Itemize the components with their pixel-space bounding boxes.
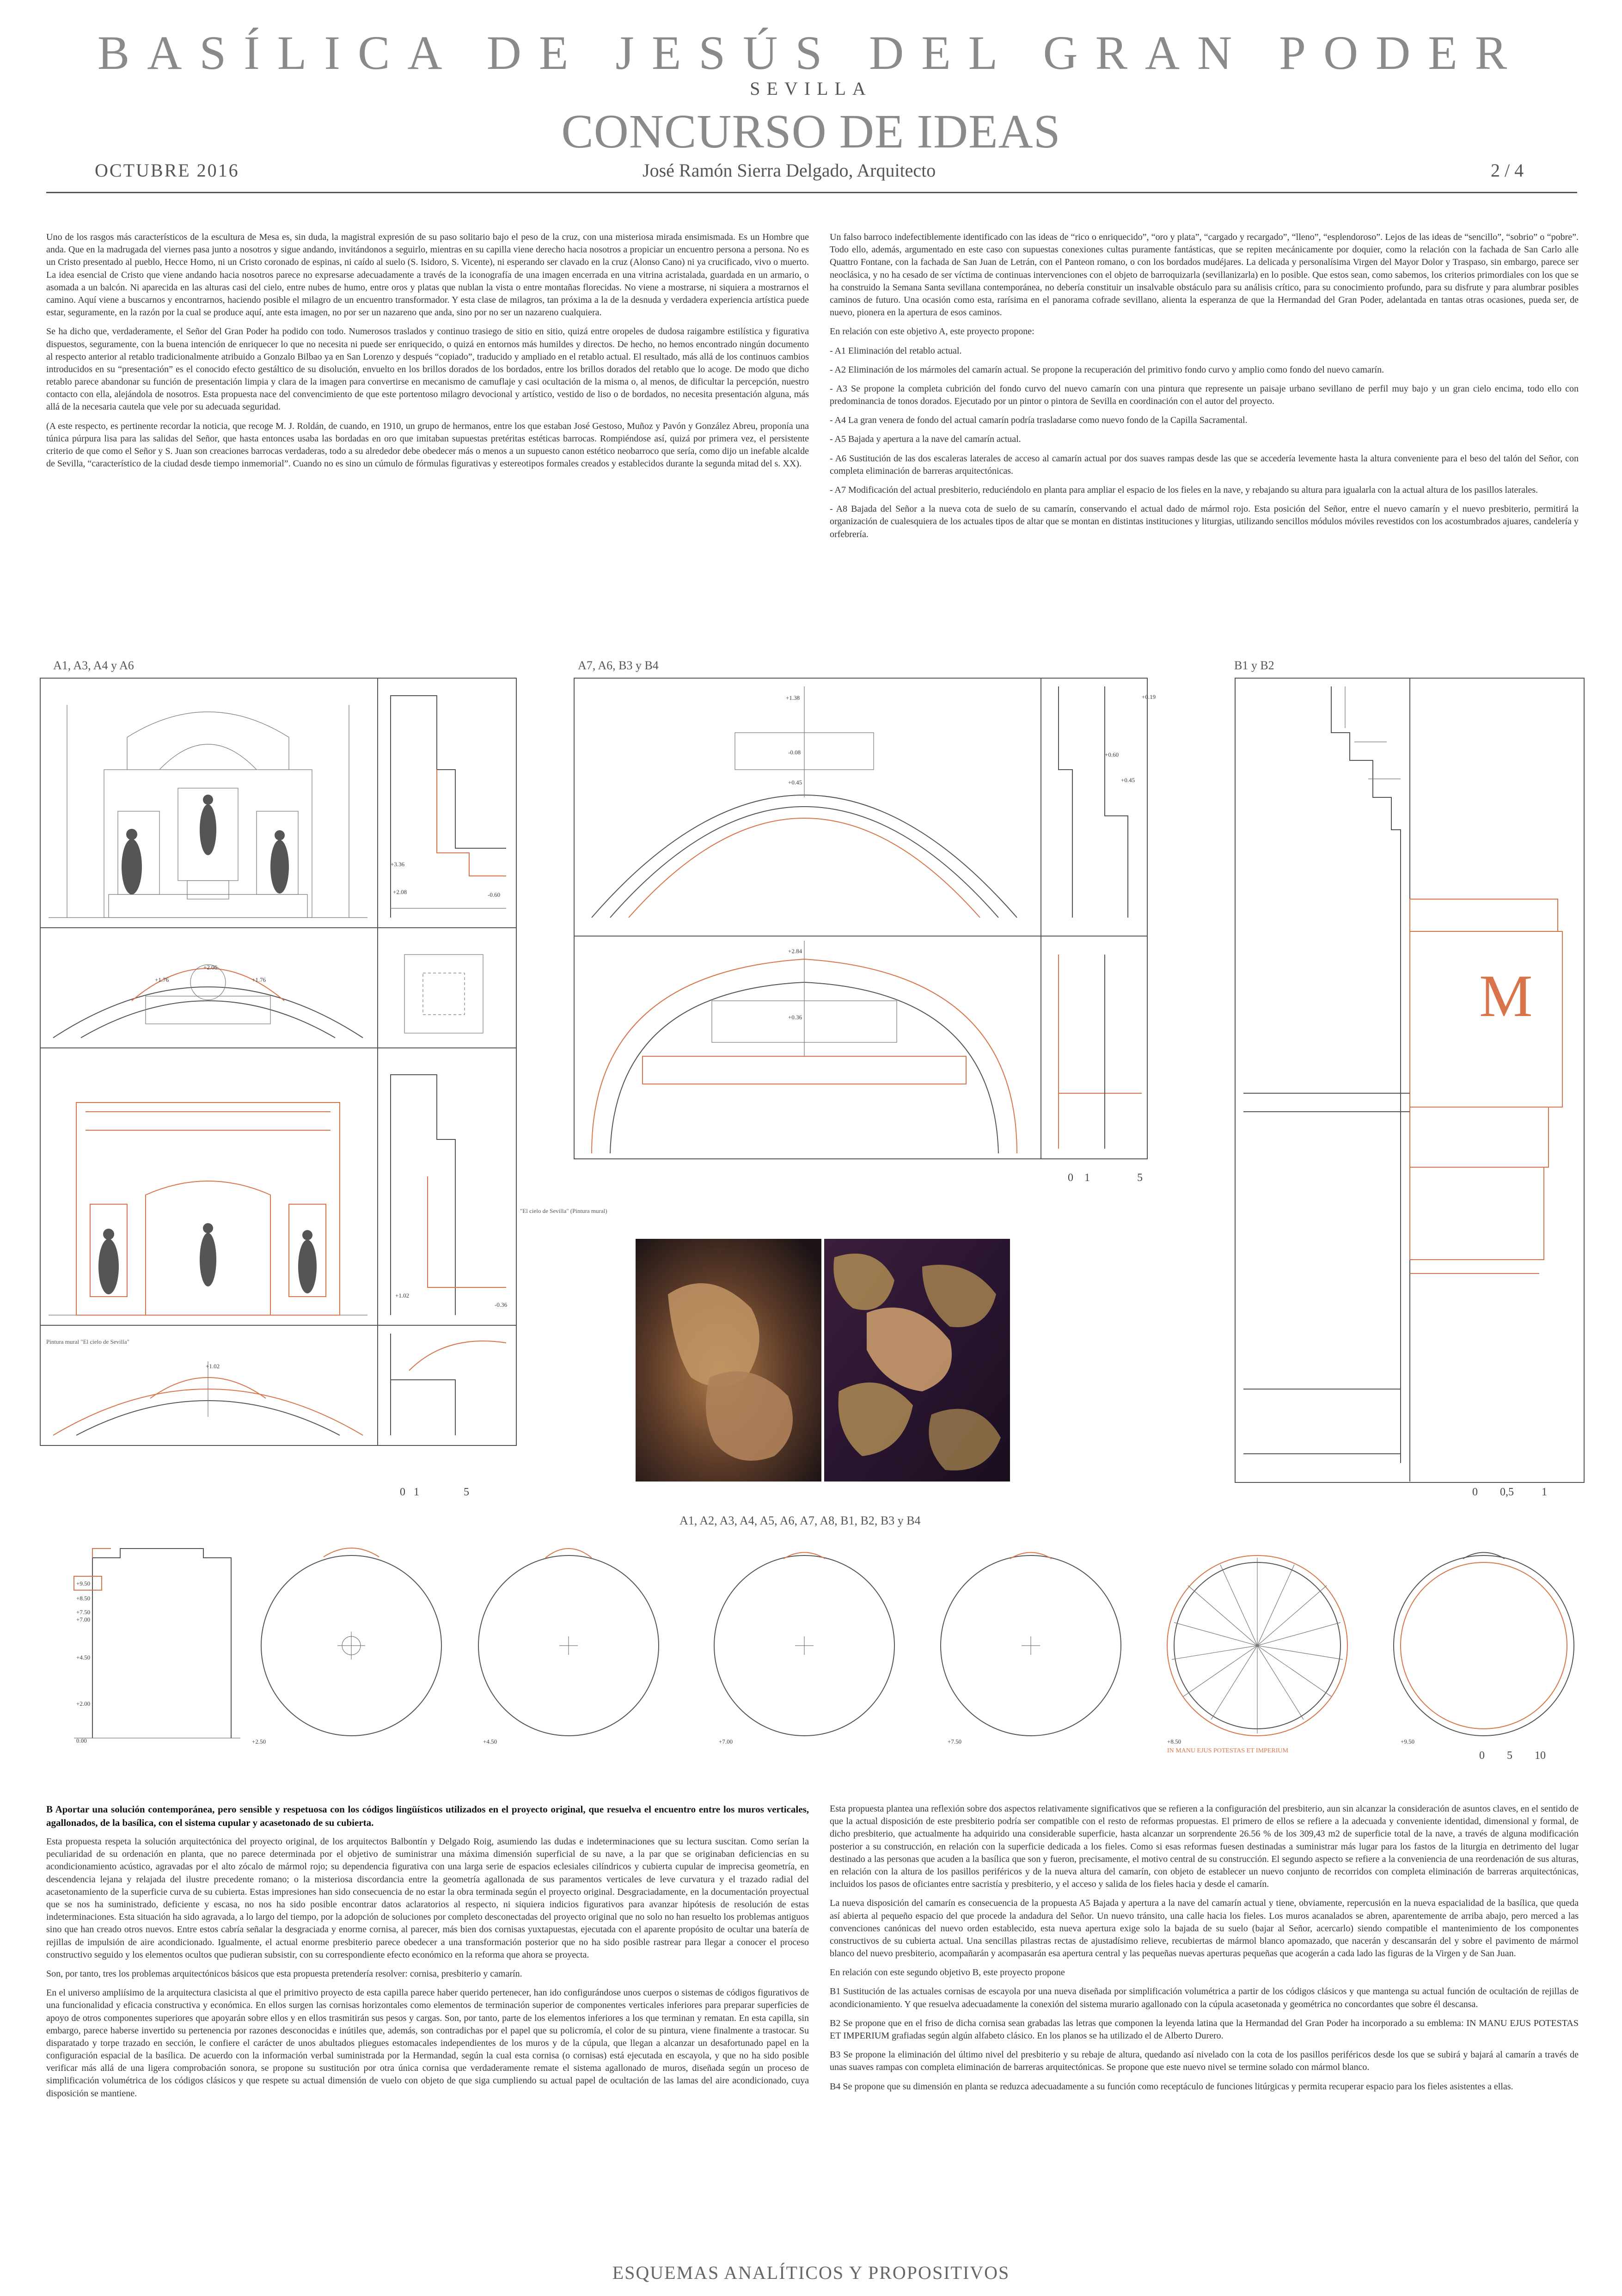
- proposal-item: - A6 Sustitución de las dos escaleras laterales de acceso al camarín actual por dos suaves rampas desde las que se accedería levemente hasta la altura conveniente para el beso del talón del Señor, con completa eliminación de barreras arquitectónicas.: [830, 453, 1579, 476]
- mural-caption: Pintura mural "El cielo de Sevilla": [46, 1338, 129, 1345]
- proposals-b-list: [830, 1985, 1579, 2093]
- plan-proposed-right: [391, 1334, 506, 1435]
- scale-tick: 0,5: [1500, 1486, 1514, 1498]
- proposal-item: B1 Sustitución de las actuales cornisas de escayola por una nueva diseñada por simplificación volumétrica a partir de los códigos clásicos y que mantenga su actual función de ocultación de rejillas de acondicionamiento. Y que resuelva adecuadamente la conexión del sistema murario agallonado con la cúpula acasetonada y geométrica no concordantes que sobre él descansa.: [830, 1986, 1579, 2009]
- header-rule: [46, 192, 1577, 193]
- section-proposed: [391, 1075, 506, 1315]
- proposals-a-list: [830, 345, 1579, 541]
- proposal-item: - A4 La gran venera de fondo del actual camarín podría trasladarse como nuevo fondo de la Capilla Sacramental.: [830, 415, 1248, 426]
- panel-a-label: A1, A3, A4 y A6: [53, 659, 134, 672]
- dim-label: +1.38: [786, 694, 800, 701]
- panel-b-drawings: [573, 677, 1151, 1163]
- dim-label: +2.06: [203, 964, 218, 971]
- proposal-item: - A7 Modificación del actual presbiterio, reduciéndolo en planta para ampliar el espacio de los fieles en la nave, y rebajando su altura para igualarla con la actual altura de los pasillos laterales.: [830, 485, 1538, 495]
- hands-photographs: [636, 1239, 1010, 1482]
- intro-right-paragraph: En relación con este objetivo A, este proyecto propone:: [830, 326, 1034, 337]
- intro-left-paragraph: Uno de los rasgos más característicos de la escultura de Mesa es, sin duda, la magistral expresión de su paso solitario bajo el peso de la cruz, con una misteriosa mirada ensimismada. Es un Hombre que anda. Que en la madrugada del viernes pasa junto a nosotros y sigue andando, invitándonos a seguirlo, mientras en su capilla viene derecho hacia nosotros a propiciar un encuentro persona a persona. No es un Cristo presentado al pueblo, Hecce Homo, ni un Cristo coronado de espinas, ni caído al suelo (S. Isidoro, S. Vicente), ni esperando ser clavado en la cruz (Alonso Cano) ni ya crucificado, vivo o muerto. La idea esencial de Cristo que viene andando hacia nosotros parece no expresarse adecuadamente a través de la iconografía de una imagen encerrada en una vitrina acristalada, guardada en un armario, o asomada a un balcón. Ni aparecida en las alturas casi del cielo, entre nubes de humo, entre oros y platas que nublan la vista o entre montañas florecidas. No viene a mostrarse, ni siquiera a mostrarnos el camino. Aquí viene a buscarnos y encontrarnos, haciendo posible el milagro de un encuentro transformador. Y esta clase de milagros, tan próxima a la de la desnuda y verdadera experiencia artística puede estar, seguramente, en la razón por la cual se produce aquí, ante esta imagen, no por ser un nazareno que anda, sino por no ser un nazareno cualquiera.: [46, 232, 809, 318]
- dim-label: +0.19: [1142, 693, 1156, 700]
- proposal-item: - A5 Bajada y apertura a la nave del camarín actual.: [830, 434, 1021, 445]
- plan-6: [1394, 1553, 1574, 1736]
- section-b-paragraph: La nueva disposición del camarín es consecuencia de la propuesta A5 Bajada y apertura a la nave del camarín actual y tiene, obviamente, repercusión en la nueva espacialidad de la basílica, que queda así abierta al pequeño espacio del que procede la andadura del Señor. Un nuevo tránsito, una calle hacia los fieles. Los muros acanalados se abren, aparentemente de arriba abajo, pero merced a las convenciones canónicas del nuevo orden establecido, esta nueva apertura exige solo la bajada de su suelo (bajar al Señor, acercarlo) siendo compatible el mantenimiento de los componentes constructivos de su cubierta actual. Una sencillas pilastras rectas de ajustadísimo relieve, recubiertas de mármol blanco apomazado, que nacerán y descansarán del y sobre el pavimento de mármol blanco del nuevo presbiterio, acompañarán y acompasarán esa apertura central y las pequeñas nuevas aperturas pequeñas que acogerán a cada lado las figuras de la Virgen y de San Juan.: [830, 1898, 1579, 1959]
- section-b-paragraph: Esta propuesta respeta la solución arquitectónica del proyecto original, de los arquitectos Balbontín y Delgado Roig, asumiendo las dudas e indeterminaciones que su lectura suscitan. Como serían la peculiaridad de su ordenación en planta, que no parece determinada por el objetivo de suministrar una máxima dimensión superficial de su nave, a la par que se originaban deficiencias en su acondicionamiento acústico, agravadas por el alto zócalo de mármol rojo; su dependencia figurativa con una larga serie de espacios eclesiales cilíndricos y cubierta cupular de imprecisa geometría, en descendencia lejana y relajada del ilustre precedente romano; o la misteriosa discordancia entre la geometría agallonada de sus paramentos verticales de leve curvatura y el trazado radial del acasetonamiento de la superficie curva de su cubierta. Estas impresiones han sido consecuencia de no estar la obra terminada según el proyecto original. Desgraciadamente, en la documentación proyectual que se nos ha suministrado, deficiente y escasa, no nos ha sido posible encontrar datos aclaratorios al respecto, ni siquiera indicios figurativos para avanzar hipótesis de resolución de estas indeterminaciones. Esta situación ha sido agravada, a lo largo del tiempo, por la adopción de soluciones por completo desconectadas del proyecto original que no solo no han resuelto los problemas antiguos sino que han creado otros nuevos. Entre estos cabría señalar la desgraciada y enorme cornisa, al parecer, más bien dos cornisas yuxtapuestas, ejecutada con el aparente propósito de ocultar una batería de rejillas de impulsión de aire acondicionado. Igualmente, el actual enorme presbiterio parece obedecer a una transformación posterior que no ha sido posible rastrear para llegar a conocer el proceso constructivo seguido y los elementos ocultos que pudieran subsistir, con su correspondiente efecto económico en la reforma que ahora se proyecta.: [46, 1837, 809, 1960]
- section-b-left-column: [46, 1803, 809, 2106]
- dim-label: -0.08: [788, 749, 801, 756]
- presbiterio-plan-current: [592, 686, 1017, 918]
- dim-label: +1.76: [252, 976, 266, 983]
- plan-tag: +9.50: [1401, 1738, 1415, 1745]
- page-title: BASÍLICA DE JESÚS DEL GRAN PODER: [97, 26, 1525, 80]
- section-b-heading: B Aportar una solución contemporánea, pero sensible y respetuosa con los códigos lingüísticos utilizados en el proyecto original, que resuelva el encuentro entre los muros verticales, agallonados, de la basílica, con el sistema cupular y acasetonado de su cubierta.: [46, 1804, 809, 1828]
- scale-tick: 1: [1084, 1172, 1090, 1184]
- intro-right-paragraph: Un falso barroco indefectiblemente identificado con las ideas de “rico o enriquecido”, “oro y plata”, “cargado y recargado”, “lleno”, “esplendoroso”. Lejos de las ideas de “sencillo”, “sobrio” o “pobre”. Todo ello, además, argumentado en este caso con supuestas conexiones cultas puramente fantásticas, que se repiten mecánicamente por doquier, como la relación con la fachada de San Carlo alle Quattro Fontane, con la fachada de San Juan de Letrán, con el Panteon romano, o con los bordados mudéjares. La delicada y personalísima Virgen del Mayor Dolor y Traspaso, sin embargo, parece ser neoclásica, y no ha cesado de ser víctima de continuas intervenciones con el objeto de barroquizarla (sevillanizarla) en lo posible. Que estos sean, como sabemos, los criterios primordiales con los que se ha construido la Semana Santa sevillana contemporánea, no debería constituir un insalvable obstáculo para su análisis crítico, para su conocimiento profundo, para su disfrute y para alumbrar posibles caminos de futuro. Una ocasión como esta, rarísima en el panorama cofrade sevillano, alienta la esperanza de que la Hermandad del Gran Poder, adelantada en tantas otras ocasiones, pueda ser, de nuevo, pionera en la apertura de esos caminos.: [830, 232, 1579, 318]
- dim-label: +2.08: [393, 888, 407, 895]
- dim-label: -0.60: [488, 891, 501, 898]
- dim-label: +1.76: [155, 976, 169, 983]
- section-b-right-column: [830, 1803, 1579, 2100]
- plan-proposed: [53, 1361, 363, 1435]
- level-label: +2.00: [76, 1700, 91, 1707]
- plan-tag: +7.50: [948, 1738, 962, 1745]
- dim-label: +3.36: [391, 861, 405, 868]
- dim-label: +0.60: [1105, 751, 1119, 758]
- proposal-item: - A1 Eliminación del retablo actual.: [830, 345, 962, 356]
- scale-tick: 0: [1479, 1750, 1485, 1762]
- scale-a: [400, 1486, 469, 1499]
- intro-left-column: [46, 231, 809, 477]
- scale-tick: 1: [1542, 1486, 1547, 1498]
- page-number: 2 / 4: [1491, 160, 1524, 181]
- section-b-paragraph: Son, por tanto, tres los problemas arquitectónicos básicos que esta propuesta pretendería resolver: cornisa, presbiterio y camarín.: [46, 1968, 522, 1979]
- level-label: 0.00: [76, 1737, 87, 1744]
- dim-label: +0.45: [1121, 777, 1135, 784]
- level-label: +7.00: [76, 1616, 91, 1623]
- plans-row: [46, 1530, 1590, 1752]
- scale-tick: 5: [1507, 1750, 1512, 1762]
- scale-b: [1068, 1172, 1143, 1184]
- scale-row: [1479, 1750, 1546, 1762]
- plans-row-label: A1, A2, A3, A4, A5, A6, A7, A8, B1, B2, B3 y B4: [679, 1514, 921, 1527]
- level-label: +8.50: [76, 1595, 91, 1602]
- section-b-paragraph: En el universo ampliísimo de la arquitectura clasicista al que el primitivo proyecto de esta capilla parece haber querido pertenecer, han ido configurándose unos cuerpos o sistemas de códigos figurativos de una funcionalidad y eficacia constructiva y económica. En ellos surgen las cornisas horizontales como elementos de terminación superior de componentes verticales inferiores para preparar superficies de apoyo de otros componentes superiores que apoyarán sobre ellos y en ellos trasmitirán sus pesos y cargas. Son, por tanto, parte de los elementos inferiores a los que terminan y rematan. En esta capilla, sin embargo, parece haberse invertido su pertenencia por razones desconocidas e inútiles que, además, son contradichas por el papel que su policromía, el color de su pintura, viene finalmente a trastocar. Su disparatado y torpe trazado en sección, le confiere el carácter de unos abultados pliegues estomacales independientes de los muros y de la cúpula, que llegan a alcanzar un desafortunado papel en la configuración espacial de la basílica. De acuerdo con la información verbal suministrada por la Hermandad, según la cual esta cornisa (o cornisas) está ejecutada en escayola, y que no ha sido posible verificar más allá de una ligera comprobación sonora, se propone su sustitución por otra única cornisa que verdaderamente remate el sistema agallonado de muros, diseñada según un proceso de simplificación volumétrica de los códigos clásicos y que respete su actual dimensión de vuelo con objeto de que siga cumpliendo su actual papel de ocultación de las lamas del aire acondicionado, cuya disposición se mantiene.: [46, 1988, 809, 2099]
- proposal-item: B3 Se propone la eliminación del último nivel del presbiterio y su rebaje de altura, quedando así nivelado con la cota de los pasillos periféricos desde los que se subirá y bajará al camarín a través de unas suaves rampas con completa eliminación de barreras arquitectónicas. Se propone que este nuevo nivel se termine solado con mármol blanco.: [830, 2050, 1579, 2073]
- plan-3: [714, 1553, 894, 1736]
- scale-tick: 0: [400, 1486, 405, 1498]
- proposal-item: B2 Se propone que en el friso de dicha cornisa sean grabadas las letras que componen la leyenda latina que la Hermandad del Gran Poder ha incorporado a su emblema: IN MANU EJUS POTESTAS ET IMPERIUM grafiadas según algún alfabeto clásico. En los planos se ha utilizado el de Alberto Durero.: [830, 2018, 1579, 2041]
- scale-tick: 5: [1137, 1172, 1143, 1184]
- proposal-item: - A2 Eliminación de los mármoles del camarín actual. Se propone la recuperación del primitivo fondo curvo y amplio como fondo del nuevo camarín.: [830, 364, 1384, 375]
- proposal-item: B4 Se propone que su dimensión en planta se reduzca adecuadamente a su función como receptáculo de funciones litúrgicas y permita recuperar espacio para los fieles asistentes a ellas.: [830, 2081, 1513, 2092]
- plan-1: [261, 1548, 441, 1736]
- level-label: +9.50: [76, 1580, 91, 1587]
- panel-a-drawings: [39, 677, 518, 1472]
- scale-tick: 0: [1068, 1172, 1073, 1184]
- plan-tag: +8.50: [1167, 1738, 1181, 1745]
- scale-tick: 0: [1472, 1486, 1478, 1498]
- scale-tick: 10: [1535, 1750, 1546, 1762]
- panel-b-label: A7, A6, B3 y B4: [578, 659, 659, 672]
- date-label: OCTUBRE 2016: [95, 160, 239, 181]
- level-label: +7.50: [76, 1609, 91, 1616]
- mural-note: "El cielo de Sevilla" (Pintura mural): [520, 1207, 607, 1214]
- level-label: +4.50: [76, 1654, 91, 1661]
- plan-4: [941, 1553, 1121, 1736]
- presbiterio-section: [1059, 686, 1142, 1149]
- scale-tick: 5: [464, 1486, 469, 1498]
- author-label: José Ramón Sierra Delgado, Arquitecto: [643, 160, 936, 181]
- plan-current: [53, 965, 363, 1038]
- dim-label: +0.36: [788, 1014, 802, 1021]
- presbiterio-plan-proposed: [592, 941, 1017, 1153]
- dim-label: +2.84: [788, 948, 802, 955]
- panel-c-drawing: [1234, 677, 1585, 1484]
- plan-tag: +7.00: [719, 1738, 733, 1745]
- panel-c-label: B1 y B2: [1234, 659, 1274, 672]
- dim-label: +0.45: [788, 779, 802, 786]
- proposal-item: - A8 Bajada del Señor a la nueva cota de suelo de su camarín, conservando el actual dado de mármol rojo. Esta posición del Señor, entre el nuevo camarín y el nuevo presbiterio, permitirá la organización de cualesquiera de los actuales tipos de altar que se montan en distintas instituciones y liturgias, utilizando sencillos módulos móviles revestidos con los acostumbrados ajuares, candelería y orfebrería.: [830, 504, 1579, 539]
- section-b-paragraph: En relación con este segundo objetivo B, este proyecto propone: [830, 1967, 1065, 1978]
- proposed-camarin-elevation: [49, 1102, 367, 1315]
- plan-detail-right: [404, 955, 483, 1033]
- cornice-letter-m: M: [1479, 963, 1533, 1029]
- intro-left-paragraph: (A este respecto, es pertinente recordar la noticia, que recoge M. J. Roldán, de cuando, en 1910, un grupo de hermanos, entre los que estaban José Gestoso, Muñoz y Pavón y González Abreu, proponía una túnica púrpura lisa para las salidas del Señor, que hasta entonces usaba las bordadas en oro que imitaban supuestas pretéritas estéticas barrocas. Rompiéndose así, quizá por primera vez, el persistente criterio de que como el Señor y S. Juan son creaciones barrocas verdaderas, todo a su alrededor debe obedecer más o menos a un supuesto canon estético neobarroco que sería, como dijo un inefable alcalde de Sevilla, “característico de la ciudad desde tiempo inmemorial”. Cuando no es sino un cúmulo de fórmulas figurativas y estereotipos formales creados y establecidos durante la segunda mitad del s. XX).: [46, 421, 809, 469]
- scale-tick: 1: [414, 1486, 419, 1498]
- dim-label: +1.02: [206, 1363, 220, 1370]
- intro-right-column: [830, 231, 1579, 547]
- section-current: [391, 696, 506, 918]
- plan-2: [478, 1549, 659, 1736]
- contest-title: CONCURSO DE IDEAS: [561, 105, 1061, 158]
- city-subtitle: SEVILLA: [750, 78, 872, 99]
- section-b-paragraph: Esta propuesta plantea una reflexión sobre dos aspectos relativamente significativos que se refieren a la configuración del presbiterio, aun sin alcanzar la consideración de asuntos claves, en el sentido de que la actual disposición de este presbiterio podría ser compatible con el resto de reformas propuestas. El primero de ellos se refiere a la adecuada y conveniente identidad, dimensional y formal, de dicho presbiterio, que actualmente ha adquirido una considerable superficie, hasta alcanzar un sorprendente 26.56 % de los 309,43 m2 de superficie total de la nave, a través de alguna modificación posterior a su construcción, en relación con la superficie dedicada a los fieles. Como si esas reformas fuesen destinadas a suministrar más lugar para los fastos de la liturgia en detrimento del lugar destinado a las personas que acuden a la basílica que son y fueron, precisamente, el motivo central de su construcción. El segundo aspecto se refiere a la conveniencia de una reordenación de sus alturas, en relación con la altura de los pasillos periféricos y de la nueva altura del camarín, con objeto de establecer un nuevo conjunto de recorridos con completa eliminación de barreras arquitectónicas, incluidos los pasos de oficiantes entre sacristía y presbiterio, y el acceso y salida de los fieles hacia y desde el camarín.: [830, 1804, 1579, 1890]
- plan-tag: +2.50: [252, 1738, 266, 1745]
- dim-label: -0.36: [495, 1301, 508, 1308]
- footer-title: ESQUEMAS ANALÍTICOS Y PROPOSITIVOS: [612, 2262, 1010, 2283]
- intro-left-paragraph: Se ha dicho que, verdaderamente, el Señor del Gran Poder ha podido con todo. Numerosos traslados y continuo trasiego de sitio en sitio, quizá entre oropeles de dudosa raigambre estilística y figurativa dispuestos, seguramente, con la buena intención de enriquecer lo que no necesita ni puede ser enriquecido, o quizá en entornos más humildes y directos. De hecho, no hemos encontrado ningún documento al respecto anterior al retablo tradicionalmente atribuido a Gonzalo Bilbao ya en San Lorenzo y después “copiado”, traducido y ampliado en el retablo actual. El resultado, más allá de los continuos cambios introducidos en su “presentación” es el conocido efecto gestáltico de su disolución, envuelto en los brillos dorados de los bordados, entre los brillos dorados del retablo que lo acoge. De modo que dicho retablo parece abandonar su función de presentación limpia y clara de la imagen para convertirse en mecanismo de camuflaje y casi ocultación de la misma o, al menos, de dificultar la percepción, nuestro contacto con ella, alejándola de nosotros. Esta propuesta nace del convencimiento de que este portentoso milagro devocional y artístico, vestido de liso o de bordados, no necesita presentación alguna, más allá de la necesaria cautela que vele por su adecuada seguridad.: [46, 326, 809, 412]
- plan-tag: +4.50: [483, 1738, 497, 1745]
- proposal-item: - A3 Se propone la completa cubrición del fondo curvo del nuevo camarín con una pintura que represente un paisaje urbano sevillano de perfil muy bajo y un gran cielo encima, todo ello con predominancia de tonos dorados. Ejecutado por un pintor o pintora de Sevilla en coordinación con el autor del proyecto.: [830, 383, 1579, 407]
- dim-label: +1.02: [395, 1292, 410, 1299]
- ring-inscription: IN MANU EJUS POTESTAS ET IMPERIUM: [1167, 1747, 1288, 1754]
- scale-c: [1472, 1486, 1547, 1499]
- section-levels: [74, 1549, 240, 1738]
- current-retablo-elevation: [49, 705, 367, 918]
- plan-5-radial: [1167, 1555, 1347, 1736]
